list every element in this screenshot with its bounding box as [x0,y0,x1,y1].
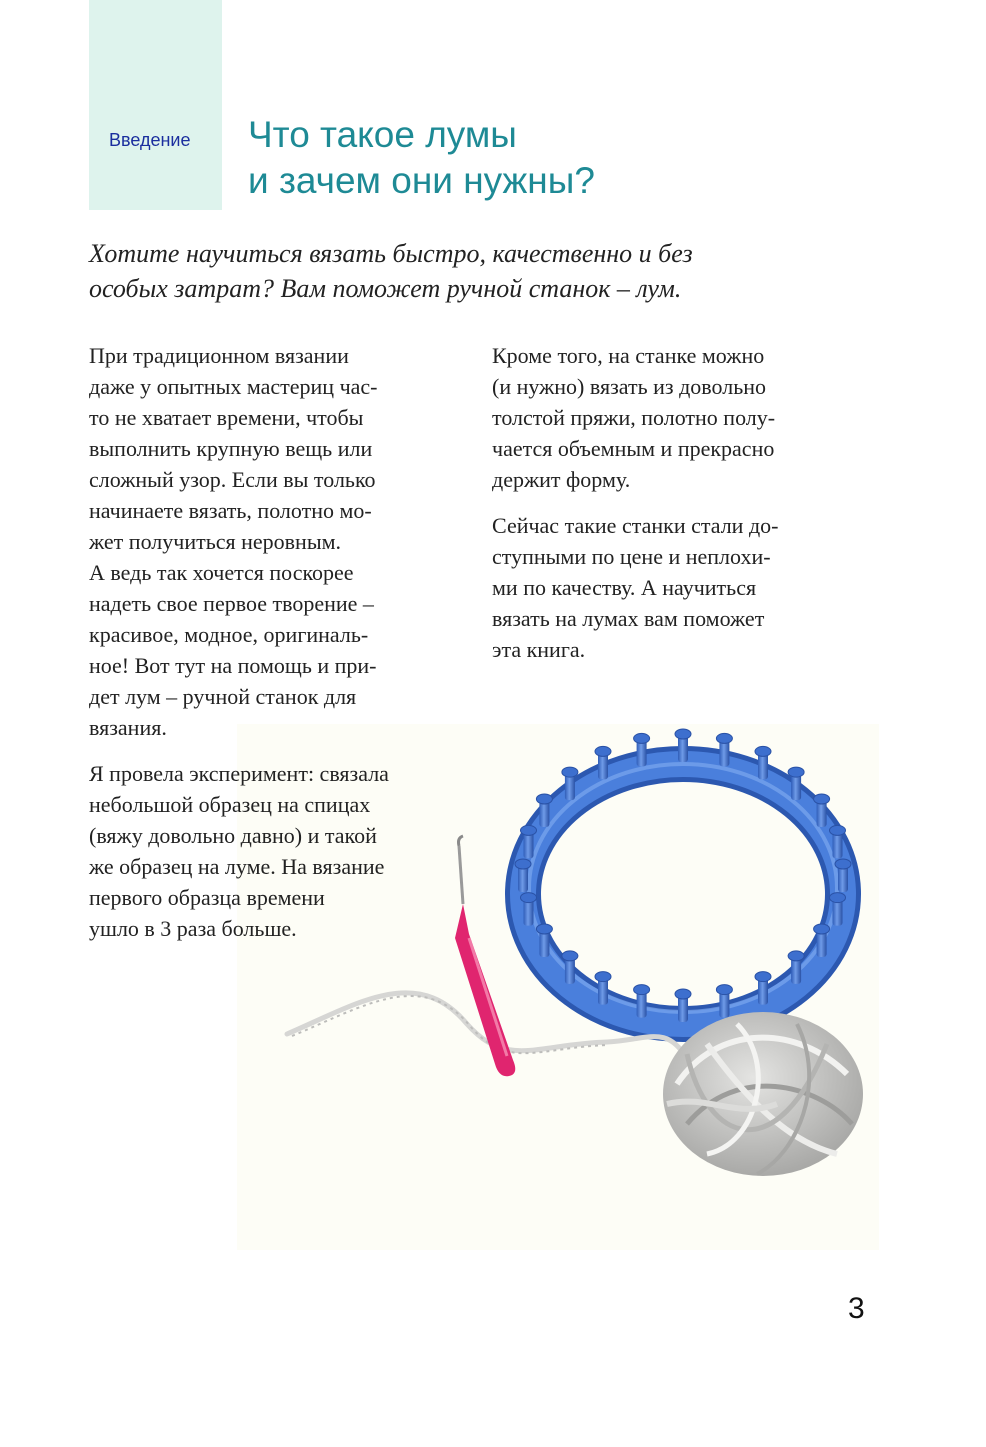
lead-line: особых затрат? Вам поможет ручной станок – лум. [89,274,682,303]
page-title [248,112,808,204]
text-line: (вяжу довольно давно) и такой [89,823,377,848]
text-line: (и нужно) вязать из довольно [492,374,767,399]
yarn-ball [663,1012,863,1176]
text-line: красивое, модное, оригиналь- [89,622,369,647]
text-line: даже у опытных мастериц час- [89,374,378,399]
text-line: выполнить крупную вещь или [89,436,373,461]
text-line: ми по качеству. А научиться [492,575,757,600]
text-line: вязать на лумах вам поможет [492,606,765,631]
section-label: Введение [109,130,191,150]
text-line: При традиционном вязании [89,343,349,368]
text-line: жет получиться неровным. [89,529,342,554]
text-line: небольшой образец на спицах [89,792,371,817]
text-line: Сейчас такие станки стали до- [492,513,779,538]
text-line: ное! Вот тут на помощь и при- [89,653,377,678]
body-paragraph [89,340,469,743]
text-line: то не хватает времени, чтобы [89,405,364,430]
text-line: сложный узор. Если вы только [89,467,376,492]
page-title-line: Что такое лумы [248,114,517,155]
body-paragraph [492,340,872,495]
text-line: ступными по цене и неплохи- [492,544,771,569]
text-line: же образец на луме. На вязание [89,854,385,879]
left-column [89,340,469,959]
text-line: эта книга. [492,637,586,662]
body-paragraph [89,758,469,944]
text-line: толстой пряжи, полотно полу- [492,405,776,430]
text-line: А ведь так хочется поскорее [89,560,354,585]
text-line: Кроме того, на станке можно [492,343,765,368]
section-tab [89,0,222,210]
text-line: надеть свое первое творение – [89,591,374,616]
body-paragraph [492,510,872,665]
lead-line: Хотите научиться вязать быстро, качественно и без [89,239,693,268]
text-line: Я провела эксперимент: связала [89,761,389,786]
text-line: ушло в 3 раза больше. [89,916,297,941]
text-line: начинаете вязать, полотно мо- [89,498,372,523]
text-line: держит форму. [492,467,631,492]
right-column [492,340,872,680]
lead-paragraph [89,236,889,306]
text-line: вязания. [89,715,167,740]
text-line: чается объемным и прекрасно [492,436,775,461]
page-title-line: и зачем они нужны? [248,160,595,201]
text-line: первого образца времени [89,885,325,910]
page-number: 3 [848,1292,865,1325]
text-line: дет лум – ручной станок для [89,684,357,709]
